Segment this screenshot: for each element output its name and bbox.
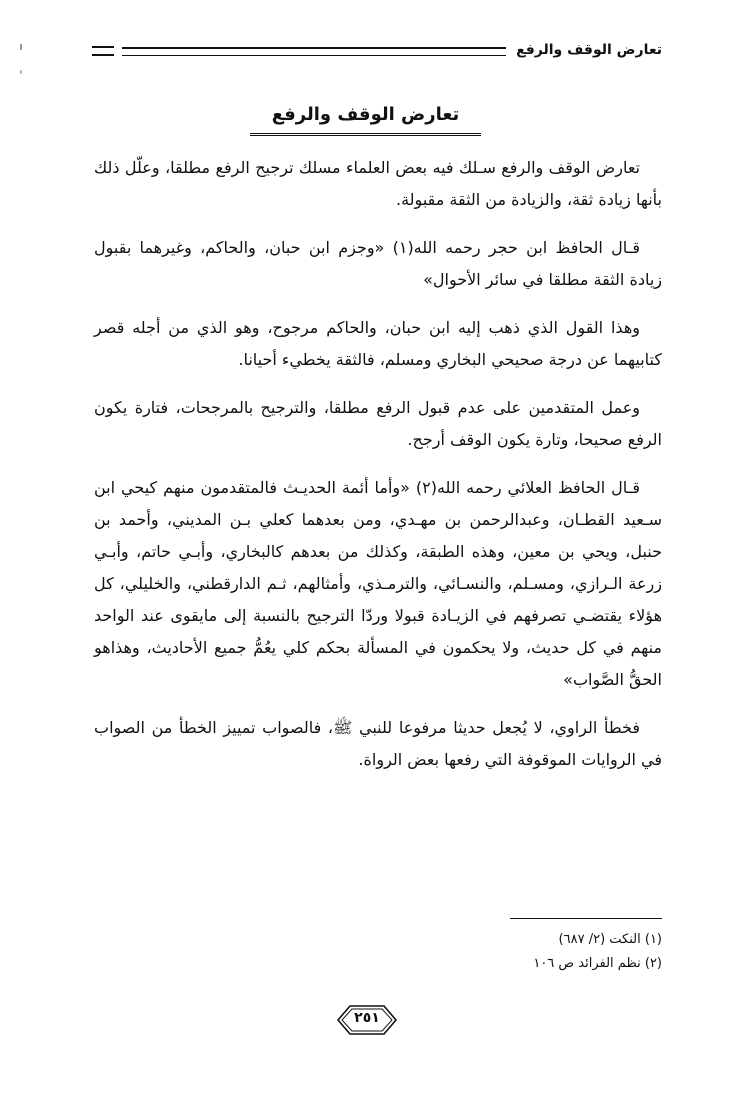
- footnote-1: (١) النكت (٢/ ٦٨٧): [558, 932, 662, 947]
- paragraph: وهذا القول الذي ذهب إليه ابن حبان، والحاكم مرجوح، وهو الذي من أجله قصر كتابيهما عن درجة صحيحي البخاري ومسلم، فالثقة يخطيء أحيانا.: [94, 318, 662, 369]
- footnote-separator: [510, 918, 662, 919]
- paragraph: فخطأ الراوي، لا يُجعل حديثا مرفوعا للنبي ﷺ، فالصواب تمييز الخطأ من الصواب في الروايات الموقوفة التي رفعها بعض الرواة.: [94, 718, 662, 769]
- page-number-ornament: [334, 1000, 400, 1040]
- paragraph: قـال الحافظ ابن حجر رحمه الله(١) «وجزم ابن حبان، والحاكم، وغيرهما بقبول زيادة الثقة مطلقا في سائر الأحوال»: [94, 238, 662, 289]
- footnotes: [420, 928, 662, 976]
- section-title-wrap: [0, 100, 731, 136]
- paragraph: تعارض الوقف والرفع سـلك فيه بعض العلماء مسلك ترجيح الرفع مطلقا، وعلّل ذلك بأنها زيادة ثقة، والزيادة من الثقة مقبولة.: [94, 158, 662, 209]
- page-number: ٢٥١: [354, 1010, 380, 1026]
- paragraph: وعمل المتقدمين على عدم قبول الرفع مطلقا، والترجيح بالمرجحات، فتارة يكون الرفع صحيحا، وتارة يكون الوقف أرجح.: [94, 398, 662, 449]
- paragraph: قـال الحافظ العلائي رحمه الله(٢) «وأما أئمة الحديـث فالمتقدمون منهم كيحي ابن سـعيد القطـان، وعبدالرحمن بن مهـدي، ومن بعدهما كعلي بـن المديني، وأحمد بن حنبل، ويحي بن معين، وهذه الطبقة، وكذلك من بعدهم كالبخاري، وأبـي حاتم، وأبـي زرعة الـرازي، ومسـلم، والنسـائي، والترمـذي، وأمثالهم، ثـم الدارقطني، والخليلي، كل هؤلاء يقتضـي تصرفهم في الزيـادة قبولا وردّا الترجيح بالنسبة إلى مايقوى عند الواحد منهم في كل حديث، ولا يحكمون في المسألة بحكم كلي يعُمُّ جميع الأحاديث، وهذاهو الحقُّ الصَّواب»: [94, 478, 662, 689]
- scan-edge-mark: [20, 44, 22, 50]
- running-header-title: تعارض الوقف والرفع: [516, 42, 662, 58]
- scan-edge-mark: [20, 70, 22, 74]
- body-text: [94, 152, 662, 792]
- running-header: [92, 36, 662, 64]
- section-title: تعارض الوقف والرفع: [250, 100, 482, 136]
- running-header-ornament: [92, 46, 114, 56]
- running-header-rule: [122, 47, 506, 56]
- footnote-2: (٢) نظم الفرائد ص ١٠٦: [533, 956, 662, 971]
